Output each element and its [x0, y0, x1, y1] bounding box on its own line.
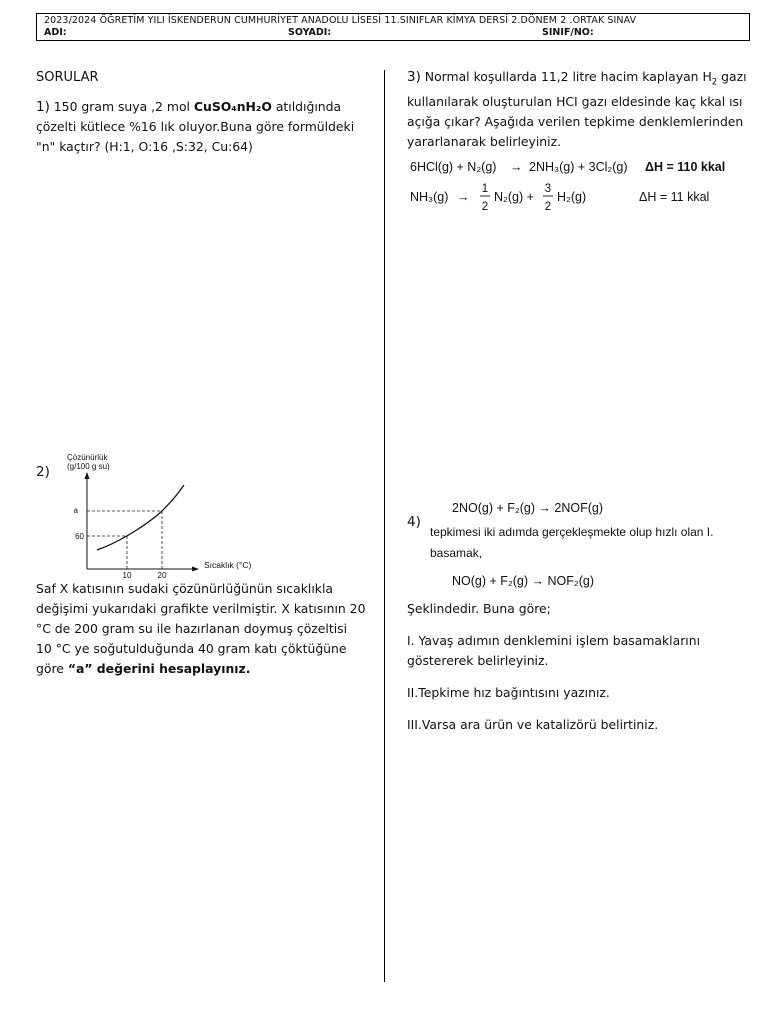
tick-20: 20: [157, 571, 167, 578]
eq1-dh: ΔH = 110 kkal: [645, 160, 726, 174]
q4-line-c: II.Tepkime hız bağıntısını yazınız.: [407, 685, 610, 700]
tick-10: 10: [122, 571, 132, 578]
eq2-left: NH₃(g): [410, 190, 449, 204]
q3-text-b: gazı kullanılarak oluşturulan HCI gazı eldesinde kaç kkal ısı açığa çıkar? Aşağıda verilen tepkime denklemlerinden yararlanarak belirleyiniz.: [407, 69, 747, 150]
eq2-right-a: N₂(g) +: [494, 190, 534, 204]
tick-a: a: [73, 506, 78, 515]
q1-number: 1): [36, 99, 50, 115]
q4-eq-step: NO(g) + F₂(g) → NOF₂(g): [452, 574, 594, 588]
q4-line-b: I. Yavaş adımın denklemini işlem basamaklarını göstererek belirleyiniz.: [407, 633, 701, 668]
q2-number: 2): [36, 464, 50, 480]
exam-title: 2023/2024 ÖĞRETİM YILI İSKENDERUN CUMHURİYET ANADOLU LİSESİ 11.SINIFLAR KİMYA DERSİ 2.DÖNEM 2 .ORTAK SINAV: [44, 15, 637, 26]
exam-header: [36, 13, 750, 41]
chart-ylabel-line1: Çözünürlük: [67, 453, 108, 462]
frac1-den: 2: [481, 201, 489, 213]
column-divider: [384, 70, 385, 982]
frac1-num: 1: [481, 183, 489, 195]
tick-60: 60: [75, 532, 84, 541]
q4-number: 4): [407, 514, 421, 530]
chart-x-arrow: [192, 567, 199, 572]
q2-text-bold: “a” değerini hesaplayınız.: [67, 661, 251, 676]
q4-line-d: III.Varsa ara ürün ve katalizörü belirtiniz.: [407, 717, 659, 732]
class-label: SINIF/NO:: [542, 27, 594, 38]
q4-equation-block: [428, 494, 750, 592]
section-title: SORULAR: [36, 70, 99, 85]
eq2-dh: ΔH = 11 kkal: [639, 190, 710, 204]
q4-desc-line2: basamak,: [430, 546, 483, 560]
solubility-curve: [97, 485, 184, 550]
question-3: [407, 67, 747, 152]
solubility-chart: [60, 450, 265, 578]
q4-line-a: Şeklindedir. Buna göre;: [407, 601, 551, 616]
frac2-num: 3: [544, 183, 552, 195]
q1-text-b: atıldığında çözelti kütlece %16 lık oluyor.Buna göre formüldeki "n" kaçtır? (H:1, O:16 ,S:32, Cu:64): [36, 99, 355, 154]
chart-ylabel-line2: (g/100 g su): [67, 462, 110, 471]
frac2-den: 2: [544, 201, 552, 213]
q3-text-a: Normal koşullarda 11,2 litre hacim kaplayan H: [420, 69, 712, 84]
q1-text-a: 150 gram suya ,2 mol: [49, 99, 194, 114]
q3-number: 3): [407, 69, 421, 85]
q4-desc-line1: tepkimesi iki adımda gerçekleşmekte olup hızlı olan I.: [430, 525, 714, 539]
q2-text-a: Saf X katısının sudaki çözünürlüğünün sıcaklıkla değişimi yukarıdaki grafikte verilmiştir. X katısının 20 °C de 200 gram su ile hazırlanan doymuş çözeltisi 10 °C ye soğutulduğunda 40 gram katı çöktüğüne göre: [36, 581, 366, 676]
q1-formula: CuSO₄nH₂O: [193, 99, 272, 114]
name-label: ADI:: [44, 27, 67, 38]
q3-h2-sub: 2: [711, 77, 718, 88]
eq2-right-b: H₂(g): [557, 190, 587, 204]
question-2-text: [36, 579, 366, 679]
chart-xlabel: Sıcaklık (°C): [204, 560, 252, 570]
eq1-left: 6HCl(g) + N₂(g): [410, 160, 497, 174]
eq1-arrow: →: [510, 160, 523, 174]
eq1-right: 2NH₃(g) + 3Cl₂(g): [529, 160, 628, 174]
question-1: [36, 97, 366, 157]
chart-y-arrow: [85, 472, 90, 479]
q4-eq-main: 2NO(g) + F₂(g) → 2NOF(g): [452, 501, 604, 515]
eq2-arrow: →: [457, 190, 470, 204]
q3-equations: [407, 155, 735, 215]
surname-label: SOYADI:: [288, 27, 332, 38]
